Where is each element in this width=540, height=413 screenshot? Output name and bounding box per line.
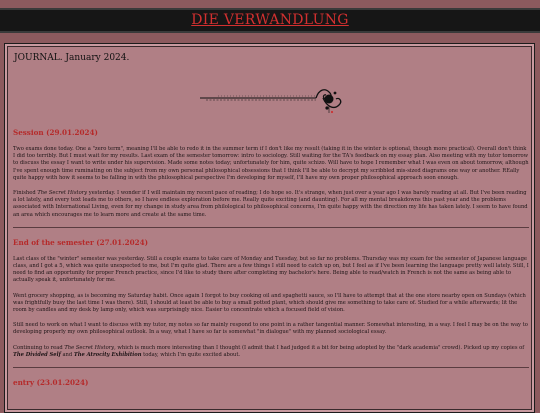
journal-entry — [13, 128, 529, 219]
header-bar — [0, 8, 540, 33]
book-title: The Divided Self — [13, 351, 61, 358]
book-title: The Secret History — [64, 344, 115, 351]
entry-paragraph: Two exams done today. One a "zero term", meaning I'll be able to redo it in the summer term if I don't like my result (taking it in the winter is optional, though more practical). Overall don't think I did too terribly. But I must wait for my results. Last exam of the semester tomorrow: intro to sociology. Still waiting for the TA's feedback on my essay plan. Also meeting with my tutor tomorrow to discuss the essay I want to write under his supervision. Made some notes today; unfortunately for him, quite schizo. Will have to hope I remember what I was even on about tomorrow, although I've spent enough time ruminating on the subject from my own personal philosophical obsessions that I think I'll be able to decrypt my scribbled mis-sized diagrams one way or another. REally quite happy with how it seems to be falling in with the philosophical perspective I'm developing for myself, I'll have my own proper philosophical approach soon enough. — [13, 146, 529, 181]
journal-panel — [4, 43, 535, 413]
paragraph-text: Continuing to read — [13, 344, 65, 351]
book-title: The Atrocity Exhibition — [73, 351, 142, 358]
entry-title: End of the semester (27.01.2024) — [13, 237, 149, 247]
entry-paragraph: Went grocery shopping, as is becoming my Saturday habit. Once again I forgot to buy cooking oil and spaghetti sauce, so I'll have to attempt that at the one store nearby open on Sundays (which was frightfully busy the last time I was there). Still, I should at least be able to buy a small potted plant, which should give me something to take care of. Studied for a while afterwards; lit the room by candles and my desk by lamp only, which was surprisingly nice. Easier to concentrate which a focused field of vision. — [13, 292, 526, 314]
paragraph-text: today, which I'm quite excited about. — [141, 351, 241, 358]
page-title: JOURNAL. January 2024. — [14, 53, 130, 63]
entry-paragraph — [13, 190, 529, 219]
paragraph-text: Finished — [13, 190, 38, 197]
paragraph-text: , which is much more interesting than I thought (I admit that I had judged it a bit for being adopted by the "dark academia" crowd). Picked up my copies of — [114, 344, 525, 351]
paragraph-text: yesterday. I wonder if I will maintain my recent pace of reading; I do hope so. It's strange, when just over a year ago I was barely reading at all. But I've been reading a lot lately, and every text leads me to others, so I have endless exploration before me. Really quite exciting (and daunting). For all my mental breakdowns this past year and the problems associated with International Living, even for my change in study area from philological to philosophical concerns, I'm quite happy with the direction my life has taken lately. I seem to have found an area which encourages me to learn more and create at the same time. — [13, 190, 528, 218]
section-divider — [13, 367, 529, 368]
entry-paragraph: Still need to work on what I want to discuss with my tutor, my notes so far mainly respond to one point in a rather tangential manner. Somewhat interesting, in a way. I feel I may be on the way to developing properly my own philosophical outlook. In a way, what I have so far is somewhat "in dialogue" with my planned sociological essay. — [13, 322, 528, 336]
paragraph-text: and — [60, 351, 74, 358]
journal-entries — [13, 128, 529, 396]
journal-entry — [13, 378, 529, 387]
entry-paragraph — [13, 345, 529, 359]
site-title[interactable] — [0, 12, 540, 28]
journal-entry — [13, 238, 529, 359]
entry-title: Session (29.01.2024) — [13, 128, 98, 137]
ornamental-divider-icon — [198, 86, 348, 114]
book-title: The Secret History — [37, 190, 88, 197]
section-divider — [13, 227, 529, 228]
site-title-link[interactable]: DIE VERWANDLUNG — [191, 12, 349, 28]
entry-title: entry (23.01.2024) — [13, 378, 89, 388]
entry-paragraph: Last class of the "winter" semester was yesterday. Still a couple exams to take care of Monday and Tuesday, but so far no problems. Thursday was my exam for the semester of Japanese language class, and I got a 5, which was quite unexpected to me, but I'm quite glad. There are a few things I still need to catch up on, but I feel as if I've been learning the language pretty well lately. Still, I need to find an opportunity for proper French practice, since I'd like to study there after completing my bachelor's here. Being able to read/watch in French is not the same as being able to actually speak it, unfortunately for me. — [13, 255, 529, 284]
